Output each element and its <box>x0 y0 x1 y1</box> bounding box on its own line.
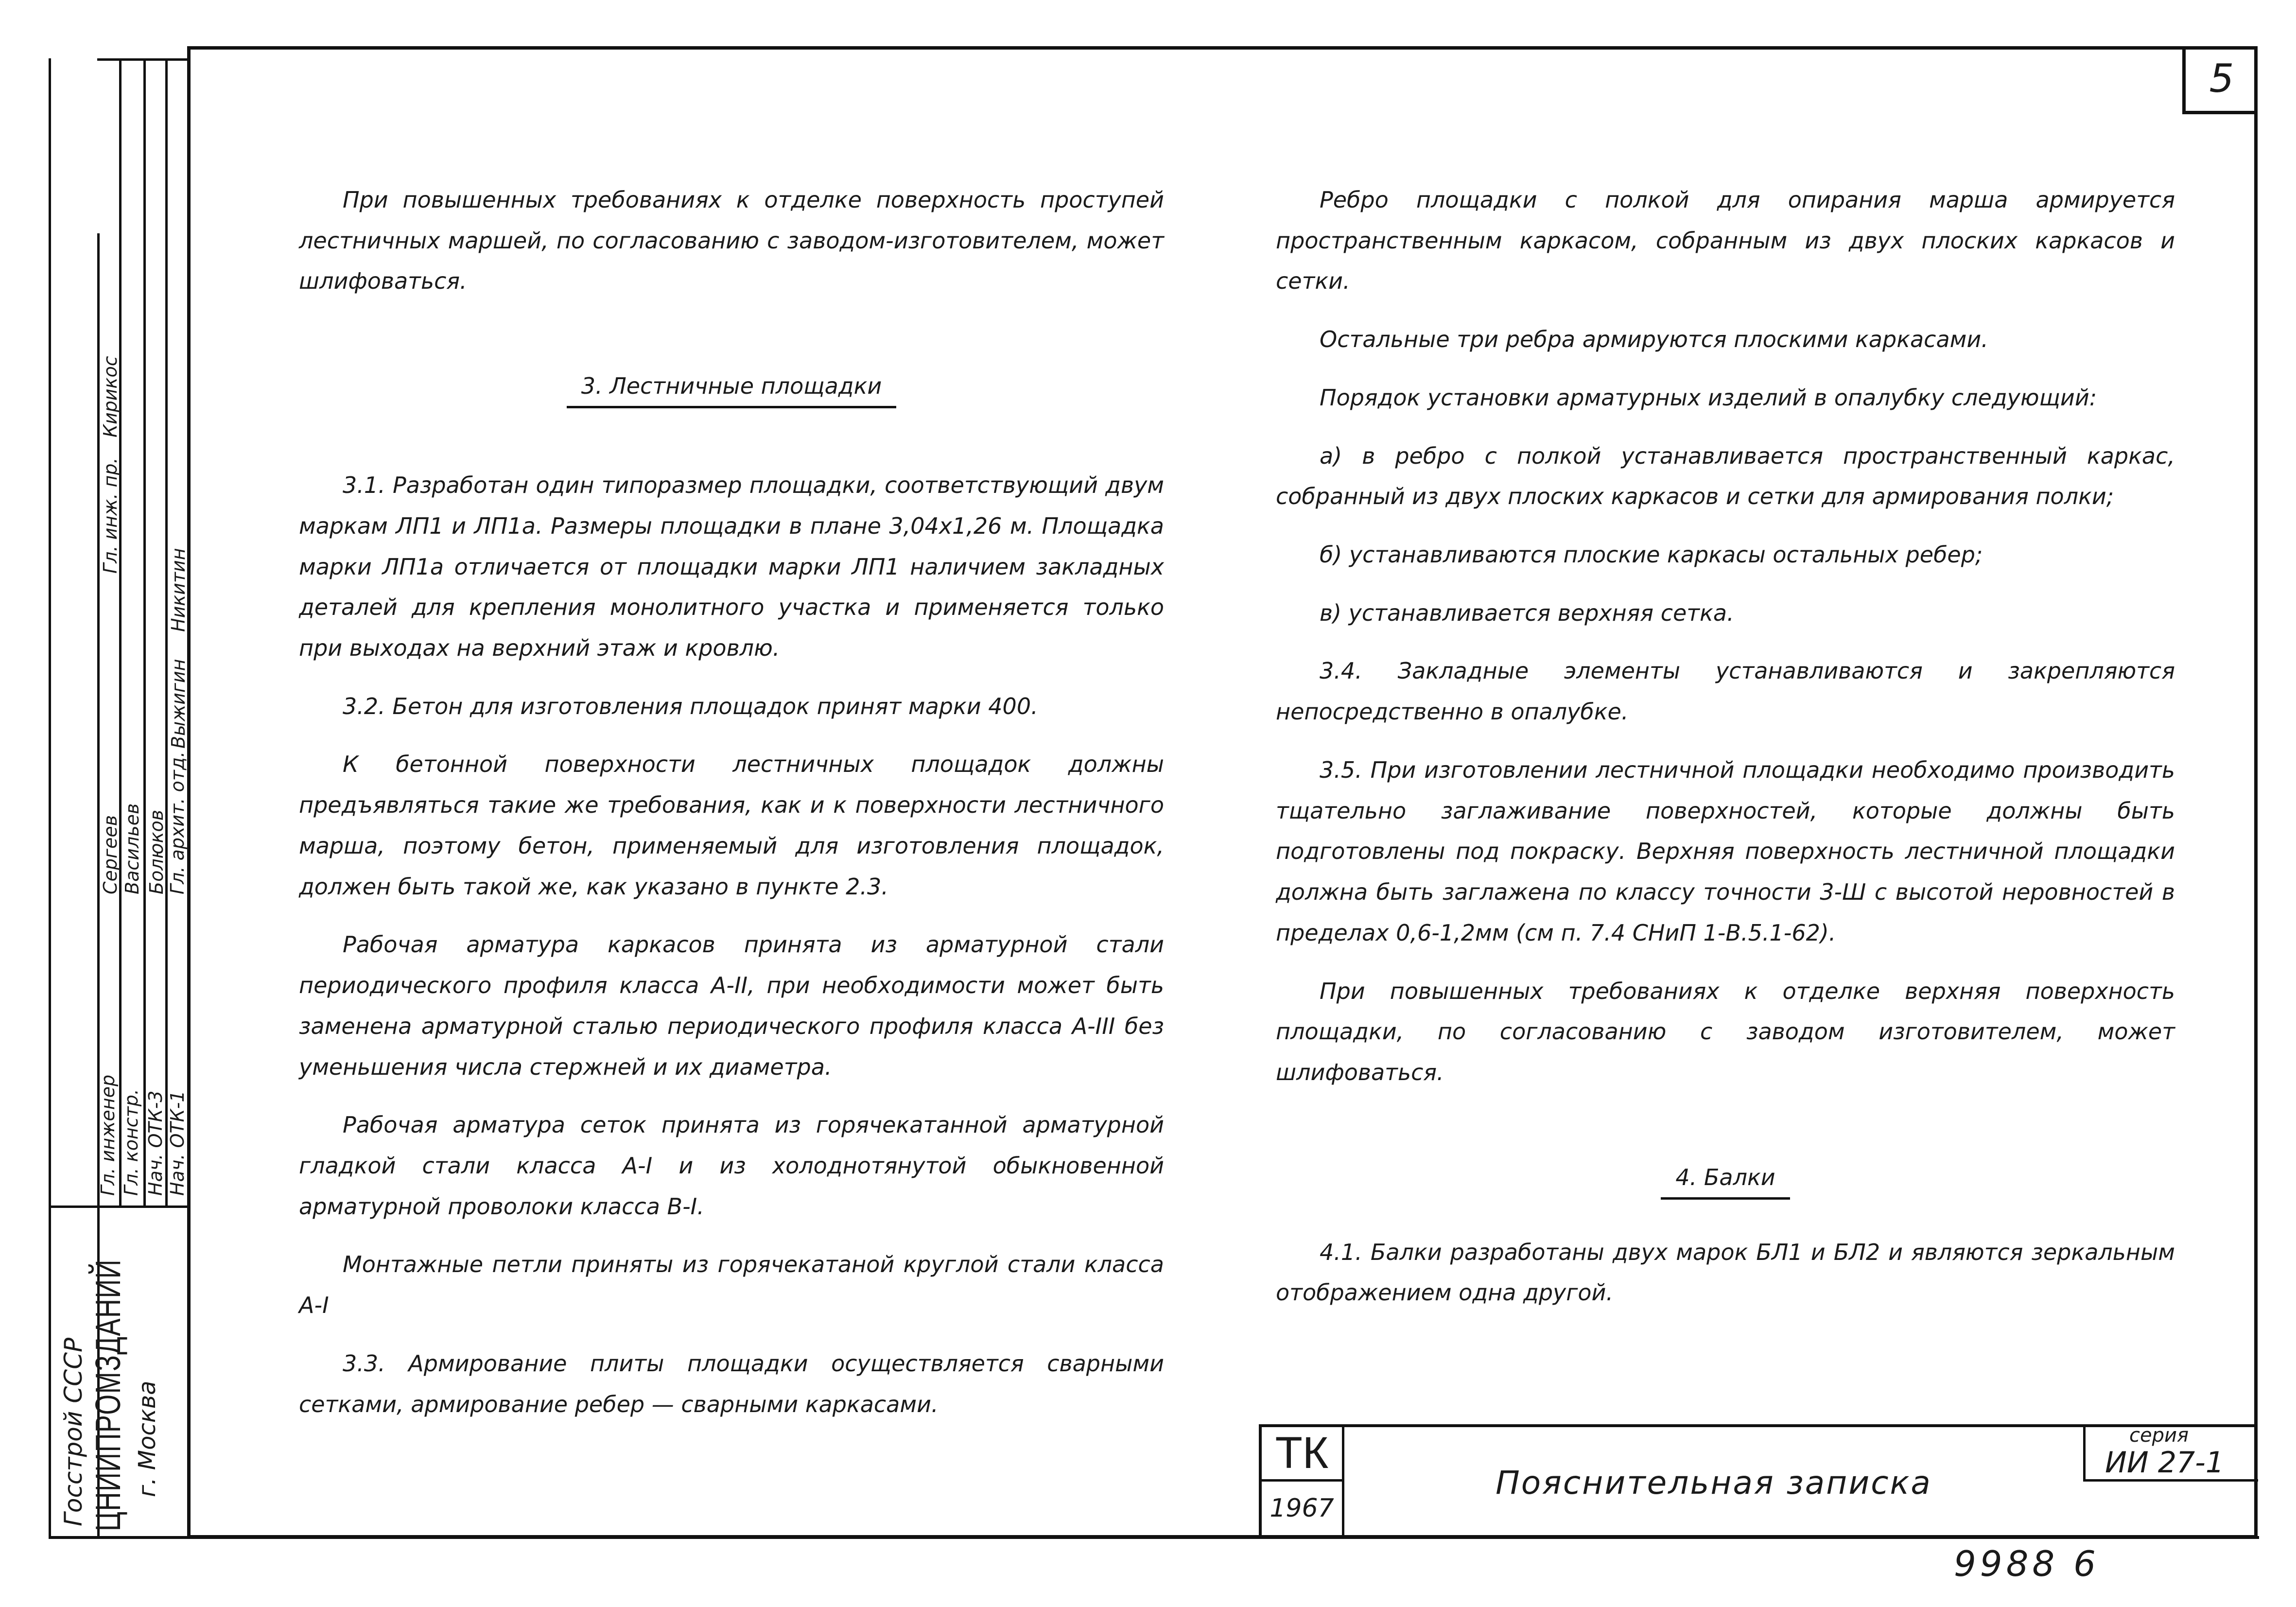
paragraph-3-4: 3.4. Закладные элементы устанавливаются и закрепляются непосредственно в опалубке. <box>1276 658 2175 725</box>
series-label: серия <box>2129 1424 2189 1447</box>
series-value: ИИ 27-1 <box>2105 1446 2225 1480</box>
title-block-tk: ТК <box>1262 1427 1342 1482</box>
stamp-role: Гл. инженер <box>97 1074 119 1196</box>
org-ministry: Госстрой СССР <box>59 1337 87 1526</box>
paragraph-loops: Монтажные петли приняты из горячекатаной круглой стали класса А-I <box>299 1251 1164 1319</box>
paragraph-order: Порядок установки арматурных изделий в опалубку следующий: <box>1320 384 2097 411</box>
list-item-v: в) устанавливается верхняя сетка. <box>1320 599 1734 626</box>
paragraph-3-3: 3.3. Армирование плиты площадки осуществляется сварными сетками, армирование ребер — сварными каркасами. <box>299 1350 1164 1417</box>
paragraph-3-1: 3.1. Разработан один типоразмер площадки, соответствующий двум маркам ЛП1 и ЛП1а. Размеры площадки в плане 3,04х1,26 м. Площадка марки ЛП1а отличается от площадки марки ЛП1 наличием закладных деталей для крепления монолитного участка и применяется только при выходах на верхний этаж и кровлю. <box>299 472 1164 662</box>
title-block-year: 1967 <box>1270 1494 1334 1523</box>
paragraph-rib: Ребро площадки с полкой для опирания марша армируется пространственным каркасом, собранным из двух плоских каркасов и сетки. <box>1276 187 2175 295</box>
stamp-role: Нач. ОТК-3 <box>145 1090 166 1196</box>
stamp-role: Гл. архит. отд. <box>167 751 188 894</box>
stamp-divider <box>143 58 146 1205</box>
section-4-heading <box>1276 1166 2175 1188</box>
stamp-top-role: Гл. инж. пр. <box>100 457 121 574</box>
sheet-number: 9988 6 <box>1954 1543 2100 1584</box>
paragraph-surface: К бетонной поверхности лестничных площадок должны предъявляться такие же требования, как и к поверхности лестничного марша, поэтому бетон, применяемый для изготовления площадок, должен быть такой же, как указано в пункте 2.3. <box>299 751 1164 900</box>
title-block-series <box>2083 1424 2258 1482</box>
paragraph-rebar: Рабочая арматура каркасов принята из арматурной стали периодического профиля класса А-II, при необходимости может быть заменена арматурной сталью периодического профиля класса А-III без уменьшения числа стержней и их диаметра. <box>299 931 1164 1080</box>
left-column <box>299 175 1164 1442</box>
stamp-role: Нач. ОТК-1 <box>167 1090 188 1196</box>
stamp-divider <box>97 58 187 61</box>
section-3-heading <box>299 373 1164 400</box>
stamp-name: Выжигин <box>168 659 189 749</box>
side-stamp <box>49 58 187 1536</box>
paragraph-other-ribs: Остальные три ребра армируются плоскими каркасами. <box>1320 326 1988 353</box>
stamp-divider <box>49 1205 187 1208</box>
stamp-name: Сергеев <box>100 815 121 894</box>
stamp-divider <box>165 58 168 1205</box>
title-block <box>1259 1424 2258 1538</box>
paragraph-3-5: 3.5. При изготовлении лестничной площадки необходимо производить тщательно заглаживание поверхностей, которые должны быть подготовлены под покраску. Верхняя поверхность лестничной площадки должна быть заглажена по классу точности 3-Ш с высотой неровностей в пределах 0,6-1,2мм (см п. 7.4 СНиП 1-В.5.1-62). <box>1276 756 2175 946</box>
paragraph-3-2: 3.2. Бетон для изготовления площадок принят марки 400. <box>343 693 1038 719</box>
list-item-b: б) устанавливаются плоские каркасы остальных ребер; <box>1320 541 1983 568</box>
section-4-heading-text: 4. Балки <box>1661 1164 1790 1200</box>
section-3-heading-text: 3. Лестничные площадки <box>567 373 897 408</box>
stamp-role: Гл. констр. <box>121 1089 142 1196</box>
paragraph-mesh: Рабочая арматура сеток принята из горячекатанной арматурной гладкой стали класса А-I и из холоднотянутой обыкновенной арматурной проволоки класса В-I. <box>299 1112 1164 1220</box>
title-block-title: Пояснительная записка <box>1496 1464 1932 1502</box>
list-item-a: а) в ребро с полкой устанавливается пространственный каркас, собранный из двух плоских каркасов и сетки для армирования полки; <box>1276 442 2175 510</box>
right-column <box>1276 175 2175 1331</box>
stamp-top-name: Кирикос <box>100 356 121 437</box>
stamp-name: Васильев <box>122 803 143 894</box>
stamp-name: Болюков <box>146 809 167 894</box>
org-institute: ЦНИИПРОМЗДАНИЙ <box>89 1258 128 1531</box>
title-block-tk-cell <box>1262 1427 1344 1538</box>
page-number: 5 <box>2182 46 2258 114</box>
stamp-divider <box>119 58 122 1205</box>
stamp-border-left <box>49 58 51 1536</box>
paragraph-4-1: 4.1. Балки разработаны двух марок БЛ1 и БЛ2 и являются зеркальным отображением одна другой. <box>1276 1239 2175 1306</box>
org-city: г. Москва <box>134 1380 161 1497</box>
stamp-name: Никитин <box>168 548 189 632</box>
paragraph-top-polish: При повышенных требованиях к отделке верхняя поверхность площадки, по согласованию с заводом изготовителем, может шлифоваться. <box>1276 978 2175 1085</box>
paragraph-polish: При повышенных требованиях к отделке поверхность проступей лестничных маршей, по согласованию с заводом-изготовителем, может шлифоваться. <box>299 187 1164 295</box>
